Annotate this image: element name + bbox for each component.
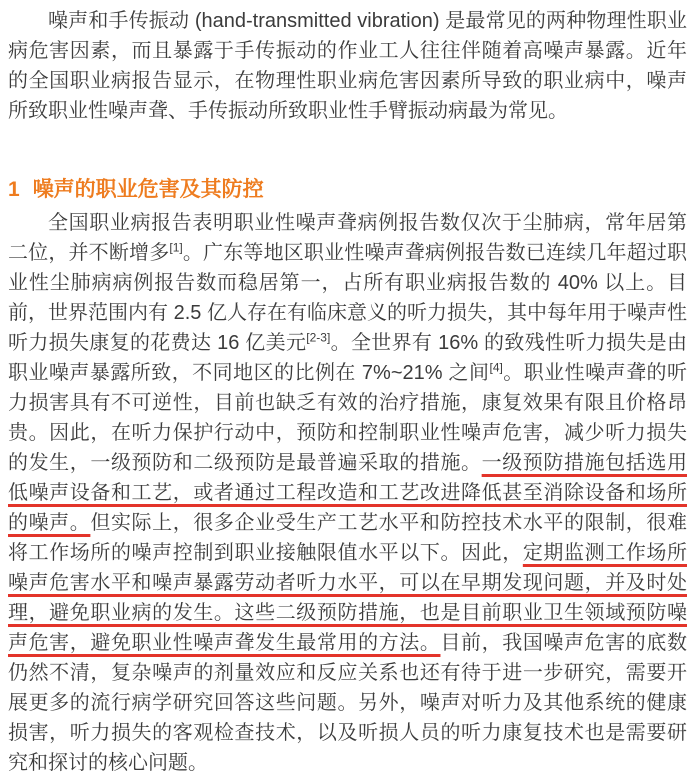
- red-underlined-text: 一级预防措施包括选用低噪声设备和工艺，或者通过工程改造和工艺改进降低甚至消除设备和场所的噪声。: [8, 452, 687, 534]
- section-title: 噪声的职业危害及其防控: [32, 178, 264, 201]
- reference-superscript-1: [1]: [169, 240, 183, 255]
- reference-superscript-4: [4]: [489, 360, 503, 375]
- body-text-segment: 。职业性噪声聋的听力损害具有不可逆性，目前也缺乏有效的治疗措施，康复效果有限且价格昂贵。因此，在听力保护行动中，预防和控制职业性噪声危害，减少听力损失的发生，一级预防和二级预防是最普遍采取的措施。: [8, 362, 688, 474]
- intro-paragraph: [8, 6, 687, 126]
- reference-superscript-2-3: [2-3]: [306, 330, 331, 345]
- body-text-segment: 目前，我国噪声危害的底数仍然不清，复杂噪声的剂量效应和反应关系也还有待于进一步研究，需要开展更多的流行病学研究回答这些问题。另外，噪声对听力及其他系统的健康损害，听力损失的客观检查技术，以及听损人员的听力康复技术也是需要研究和探讨的核心问题。: [8, 632, 687, 774]
- body-text-segment: 。全世界有 16% 的致残性听力损失是由职业噪声暴露所致，不同地区的比例在 7%~21% 之间: [8, 332, 688, 384]
- body-text-segment: 全国职业病报告表明职业性噪声聋病例报告数仅次于尘肺病，常年居第二位，并不断增多: [8, 212, 687, 264]
- section-heading: [8, 176, 687, 204]
- intro-paragraph-text: 噪声和手传振动 (hand-transmitted vibration) 是最常见的两种物理性职业病危害因素，而且暴露于手传振动的作业工人往往伴随着高噪声暴露。近年的全国职业病报告显示，在物理性职业病危害因素所导致的职业病中，噪声所致职业性噪声聋、手传振动所致职业性手臂振动病最为常见。: [8, 10, 687, 122]
- body-text-segment: 但实际上，很多企业受生产工艺水平和防控技术水平的限制，很难将工作场所的噪声控制到职业接触限值水平以下。因此，: [8, 512, 687, 564]
- body-paragraph: [8, 208, 687, 778]
- red-underlined-text: 定期监测工作场所噪声危害水平和噪声暴露劳动者听力水平，可以在早期发现问题，并及时处理，避免职业病的发生。这些二级预防措施，也是目前职业卫生领域预防噪声危害，避免职业性噪声聋发生最常用的方法。: [8, 542, 687, 654]
- section-number: 1: [8, 178, 20, 201]
- body-text-segment: 。广东等地区职业性噪声聋病例报告数已连续几年超过职业性尘肺病病例报告数而稳居第一，占所有职业病报告数的 40% 以上。目前，世界范围内有 2.5 亿人存在有临床意义的听力损失，其中每年用于噪声性听力损失康复的花费达 16 亿美元: [8, 242, 688, 354]
